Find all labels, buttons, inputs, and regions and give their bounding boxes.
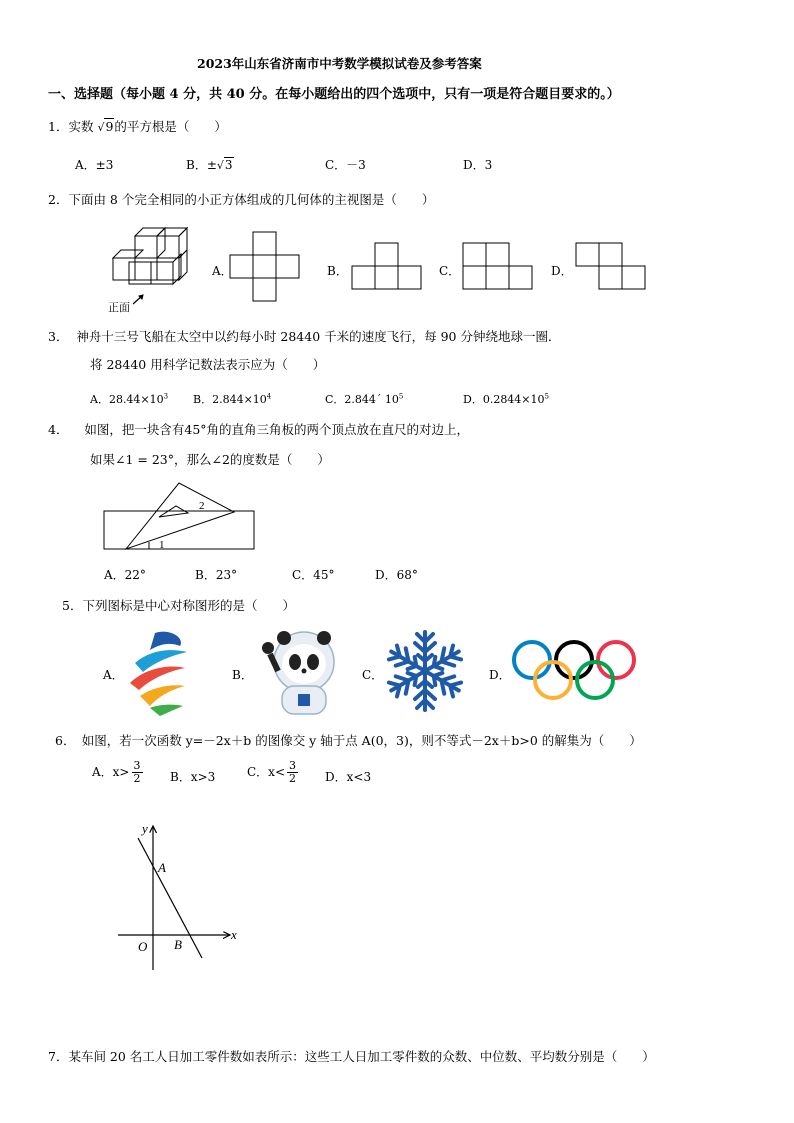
option-b-view: [352, 243, 422, 291]
option-d: D．3: [463, 158, 493, 172]
radicand: 9: [105, 119, 114, 134]
y-axis-label: y: [142, 821, 148, 836]
question-1: 1．实数 √9的平方根是（ ）: [48, 119, 227, 134]
option-a: A．±3: [75, 158, 114, 172]
angle-2-label: 2: [199, 500, 205, 512]
option-d-label: D．: [551, 264, 573, 278]
question-4-line2: 如果∠1 = 23°，那么∠2的度数是（ ）: [90, 452, 330, 467]
option-c: C．2.844´ $10^5$: [325, 392, 404, 406]
question-7: 7．某车间 20 名工人日加工零件数如表所示：这些工人日加工零件数的众数、中位数、平均数分别是（ ）: [48, 1049, 655, 1064]
option-b: B．±√3: [186, 158, 233, 172]
option-c-label: C．: [439, 264, 461, 278]
olympic-rings-icon: [510, 640, 640, 702]
option-b: B．23°: [195, 568, 238, 582]
option-a: A．x> $\frac{3}{2}$: [92, 759, 141, 785]
option-c-view: [463, 243, 535, 291]
option-a-label: A．: [103, 668, 124, 682]
option-c: C．45°: [292, 568, 335, 582]
option-a-view: [230, 232, 300, 302]
bing-dwen-dwen-mascot-icon: [258, 626, 348, 718]
option-d: D．$0.2844\times 10^5$: [463, 392, 549, 406]
option-d: D．68°: [375, 568, 418, 582]
question-3: 3． 神舟十三号飞船在太空中以约每小时 28440 千米的速度飞行，每 90 分钟绕地球一圈．: [48, 329, 561, 344]
ruler-triangle-figure: [104, 480, 259, 552]
snowflake-icon: [385, 628, 465, 714]
option-c: C．x< $\frac{3}{2}$: [247, 759, 297, 785]
question-3-line2: 将 28440 用科学记数法表示应为（ ）: [90, 357, 326, 372]
option-b-label: B．: [232, 668, 253, 682]
option-b: B．x>3: [170, 770, 216, 784]
option-a: A．22°: [104, 568, 146, 582]
option-d: D．x<3: [325, 770, 372, 784]
point-b-label: B: [174, 937, 182, 952]
option-c: C．－3: [325, 158, 366, 172]
linear-function-graph: [110, 818, 250, 978]
angle-1-label: 1: [159, 539, 165, 551]
option-b-label: B．: [327, 264, 348, 278]
question-6: 6． 如图，若一次函数 y=－2x＋b 的图像交 y 轴于点 A(0，3)，则不等式－2x＋b>0 的解集为（ ）: [55, 733, 642, 748]
option-a: A．$28.44\times 10^3$: [90, 392, 169, 406]
option-d-view: [576, 243, 648, 291]
question-5: 5．下列图标是中心对称图形的是（ ）: [62, 598, 295, 613]
beijing-2022-emblem-icon: [125, 628, 190, 716]
question-4: 4． 如图，把一块含有45°角的直角三角板的两个顶点放在直尺的对边上，: [48, 422, 470, 437]
option-d-label: D．: [489, 668, 511, 682]
x-axis-label: x: [231, 927, 237, 942]
front-label: 正面: [108, 301, 130, 314]
section-heading: 一、选择题（每小题 4 分，共 40 分。在每小题给出的四个选项中，只有一项是符合题目要求的。）: [48, 87, 620, 102]
option-c-label: C．: [362, 668, 384, 682]
origin-label: O: [138, 939, 148, 954]
page-title: 2023年山东省济南市中考数学模拟试卷及参考答案: [197, 56, 482, 71]
option-a-label: A．: [212, 264, 233, 278]
point-a-label: A: [158, 860, 166, 875]
option-b: B．$2.844\times 10^4$: [193, 392, 272, 406]
question-2: 2．下面由 8 个完全相同的小正方体组成的几何体的主视图是（ ）: [48, 192, 435, 207]
